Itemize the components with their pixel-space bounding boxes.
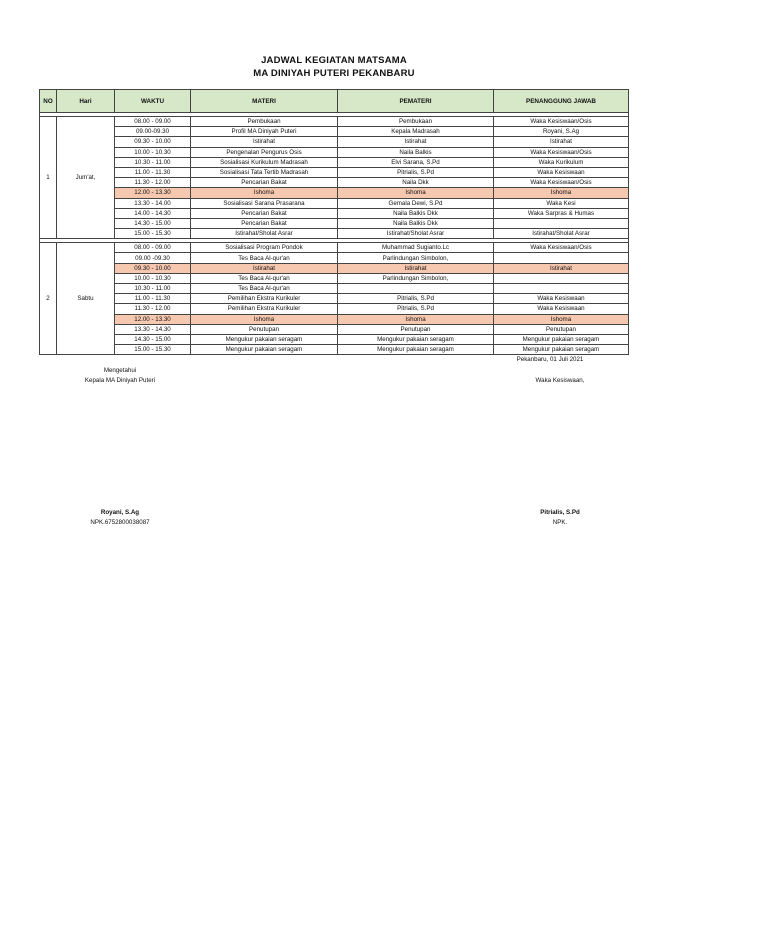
day-name-cell: Sabtu <box>57 243 115 355</box>
pemateri-cell: Muhammad Sugianto.Lc <box>338 243 494 253</box>
table-row <box>40 345 629 355</box>
time-cell: 12.00 - 13.30 <box>115 188 191 198</box>
table-row <box>40 294 629 304</box>
penanggung-jawab-cell: Istirahat <box>494 137 629 147</box>
table-row <box>40 188 629 198</box>
pemateri-cell: Pembukaan <box>338 117 494 127</box>
time-cell: 15.00 - 15.30 <box>115 345 191 355</box>
pemateri-cell: Pitrialis, S.Pd <box>338 304 494 314</box>
pemateri-cell: Ishoma <box>338 314 494 324</box>
materi-cell: Tes Baca Al-qur'an <box>191 253 338 263</box>
penanggung-jawab-cell: Waka Kesiswaan <box>494 294 629 304</box>
materi-cell: Ishoma <box>191 188 338 198</box>
table-row <box>40 127 629 137</box>
table-row <box>40 137 629 147</box>
penanggung-jawab-cell: Waka Kesiswaan/Osis <box>494 178 629 188</box>
penanggung-jawab-cell <box>494 218 629 228</box>
time-cell: 10.30 - 11.00 <box>115 284 191 294</box>
materi-cell: Mengukur pakaian seragam <box>191 345 338 355</box>
left-signature-label-2: Kepala MA Diniyah Puteri <box>84 377 156 384</box>
table-row <box>40 208 629 218</box>
materi-cell: Penutupan <box>191 324 338 334</box>
penanggung-jawab-cell <box>494 253 629 263</box>
materi-cell: Istirahat/Sholat Asrar <box>191 229 338 239</box>
time-cell: 14.30 - 15.00 <box>115 218 191 228</box>
materi-cell: Pemilihan Ekstra Kurikuler <box>191 294 338 304</box>
table-row <box>40 284 629 294</box>
penanggung-jawab-cell: Ishoma <box>494 188 629 198</box>
materi-cell: Pencarian Bakat <box>191 218 338 228</box>
pemateri-cell: Naila Balkis Dkk <box>338 208 494 218</box>
materi-cell: Pengenalan Pengurus Osis <box>191 147 338 157</box>
penanggung-jawab-cell: Waka Kesiswaan <box>494 167 629 177</box>
table-row <box>40 324 629 334</box>
time-cell: 10.00 - 10.30 <box>115 147 191 157</box>
right-signatory-id: NPK. <box>552 519 568 526</box>
time-cell: 10.00 - 10.30 <box>115 273 191 283</box>
time-cell: 12.00 - 13.30 <box>115 314 191 324</box>
table-row <box>40 229 629 239</box>
penanggung-jawab-cell: Penutupan <box>494 324 629 334</box>
table-row <box>40 117 629 127</box>
time-cell: 09.30 - 10.00 <box>115 263 191 273</box>
penanggung-jawab-cell: Waka Sarpras & Humas <box>494 208 629 218</box>
materi-cell: Sosialisasi Tata Tertib Madrasah <box>191 167 338 177</box>
pemateri-cell: Naila Balkis Dkk <box>338 218 494 228</box>
table-row <box>40 273 629 283</box>
materi-cell: Profil MA Diniyah Puteri <box>191 127 338 137</box>
document-subtitle: MA DINIYAH PUTERI PEKANBARU <box>253 68 415 79</box>
column-header-hari: Hari <box>57 90 115 113</box>
penanggung-jawab-cell <box>494 273 629 283</box>
pemateri-cell: Istirahat/Sholat Asrar <box>338 229 494 239</box>
pemateri-cell: Parlindungan Simbolon, <box>338 273 494 283</box>
day-name-cell: Jum'at, <box>57 117 115 239</box>
penanggung-jawab-cell <box>494 284 629 294</box>
time-cell: 15.00 - 15.30 <box>115 229 191 239</box>
pemateri-cell: Naila Balkis <box>338 147 494 157</box>
time-cell: 14.00 - 14.30 <box>115 208 191 218</box>
schedule-table <box>39 89 629 355</box>
pemateri-cell: Pitrialis, S.Pd <box>338 294 494 304</box>
materi-cell: Istirahat <box>191 263 338 273</box>
materi-cell: Pencarian Bakat <box>191 178 338 188</box>
time-cell: 09.00 -09.30 <box>115 253 191 263</box>
time-cell: 11.30 - 12.00 <box>115 178 191 188</box>
table-row <box>40 147 629 157</box>
column-header-materi: MATERI <box>191 90 338 113</box>
time-cell: 09.00-09.30 <box>115 127 191 137</box>
pemateri-cell: Elvi Sarana, S.Pd <box>338 157 494 167</box>
pemateri-cell: Pitrialis, S.Pd <box>338 167 494 177</box>
materi-cell: Pemilihan Ekstra Kurikuler <box>191 304 338 314</box>
table-row <box>40 167 629 177</box>
materi-cell: Pembukaan <box>191 117 338 127</box>
day-number-cell: 2 <box>40 243 57 355</box>
materi-cell: Istirahat <box>191 137 338 147</box>
penanggung-jawab-cell: Mengukur pakaian seragam <box>494 345 629 355</box>
left-signatory-id: NPK.6752800038087 <box>90 519 150 526</box>
table-row <box>40 314 629 324</box>
time-cell: 14.30 - 15.00 <box>115 334 191 344</box>
table-row <box>40 304 629 314</box>
pemateri-cell: Gemala Dewi, S.Pd <box>338 198 494 208</box>
time-cell: 13.30 - 14.00 <box>115 198 191 208</box>
table-row <box>40 243 629 253</box>
left-signatory-name: Royani, S.Ag <box>100 509 140 516</box>
penanggung-jawab-cell: Waka Kesiswaan <box>494 304 629 314</box>
right-signature-label: Waka Kesiswaan, <box>535 377 585 384</box>
schedule-body <box>40 113 629 355</box>
table-row <box>40 178 629 188</box>
table-row <box>40 263 629 273</box>
time-cell: 10.30 - 11.00 <box>115 157 191 167</box>
pemateri-cell: Penutupan <box>338 324 494 334</box>
column-header-waktu: WAKTU <box>115 90 191 113</box>
table-row <box>40 198 629 208</box>
materi-cell: Mengukur pakaian seragam <box>191 334 338 344</box>
document-title: JADWAL KEGIATAN MATSAMA <box>261 55 407 66</box>
materi-cell: Ishoma <box>191 314 338 324</box>
table-row <box>40 218 629 228</box>
column-header-penanggung-jawab: PENANGGUNG JAWAB <box>494 90 629 113</box>
penanggung-jawab-cell: Istirahat <box>494 263 629 273</box>
materi-cell: Tes Baca Al-qur'an <box>191 273 338 283</box>
right-signatory-name: Pitrialis, S.Pd <box>540 509 580 516</box>
materi-cell: Tes Baca Al-qur'an <box>191 284 338 294</box>
time-cell: 11.00 - 11.30 <box>115 167 191 177</box>
penanggung-jawab-cell: Waka Kesi <box>494 198 629 208</box>
time-cell: 08.00 - 09.00 <box>115 243 191 253</box>
pemateri-cell: Kepala Madrasah <box>338 127 494 137</box>
time-cell: 11.00 - 11.30 <box>115 294 191 304</box>
penanggung-jawab-cell: Waka Kesiswaan/Osis <box>494 147 629 157</box>
table-header-row <box>40 90 629 113</box>
table-row <box>40 157 629 167</box>
penanggung-jawab-cell: Waka Kurikulum <box>494 157 629 167</box>
materi-cell: Sosialisasi Kurikulum Madrasah <box>191 157 338 167</box>
column-header-pemateri: PEMATERI <box>338 90 494 113</box>
left-signature-label-1: Mengetahui <box>103 367 137 374</box>
penanggung-jawab-cell: Royani, S.Ag <box>494 127 629 137</box>
time-cell: 11.30 - 12.00 <box>115 304 191 314</box>
pemateri-cell: Mengukur pakaian seragam <box>338 334 494 344</box>
table-row <box>40 253 629 263</box>
penanggung-jawab-cell: Waka Kesiswaan/Osis <box>494 117 629 127</box>
penanggung-jawab-cell: Waka Kesiswaan/Osis <box>494 243 629 253</box>
pemateri-cell: Naila Dkk <box>338 178 494 188</box>
time-cell: 09.30 - 10.00 <box>115 137 191 147</box>
penanggung-jawab-cell: Istirahat/Sholat Asrar <box>494 229 629 239</box>
place-date: Pekanbaru, 01 Juli 2021 <box>516 356 584 363</box>
table-row <box>40 334 629 344</box>
pemateri-cell: Istirahat <box>338 263 494 273</box>
pemateri-cell: Mengukur pakaian seragam <box>338 345 494 355</box>
penanggung-jawab-cell: Ishoma <box>494 314 629 324</box>
column-header-no: NO <box>40 90 57 113</box>
time-cell: 08.00 - 09.00 <box>115 117 191 127</box>
materi-cell: Pencarian Bakat <box>191 208 338 218</box>
time-cell: 13.30 - 14.30 <box>115 324 191 334</box>
pemateri-cell: Ishoma <box>338 188 494 198</box>
materi-cell: Sosialisasi Sarana Prasarana <box>191 198 338 208</box>
pemateri-cell: Istirahat <box>338 137 494 147</box>
materi-cell: Sosialisasi Program Pondok <box>191 243 338 253</box>
pemateri-cell <box>338 284 494 294</box>
day-number-cell: 1 <box>40 117 57 239</box>
pemateri-cell: Parlindungan Simbolon, <box>338 253 494 263</box>
penanggung-jawab-cell: Mengukur pakaian seragam <box>494 334 629 344</box>
